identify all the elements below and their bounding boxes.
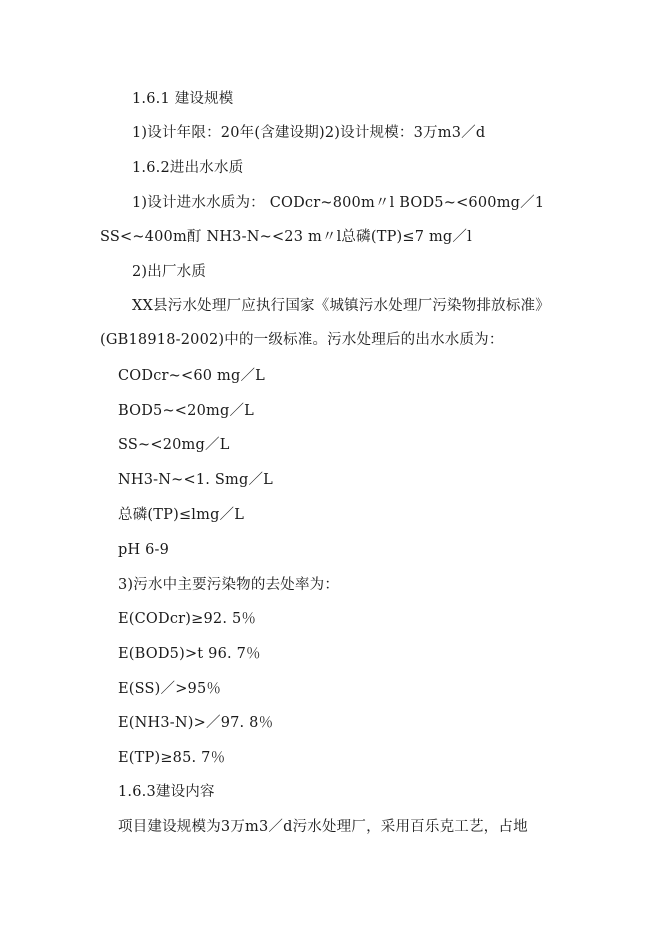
section-heading-1-6-2: 1.6.2进出水水质	[132, 160, 244, 176]
section-heading-1-6-1: 1.6.1 建设规模	[132, 91, 234, 107]
influent-quality-line-2: SS<~400m酊 NH3-N~<23 m〃l总磷(TP)≤7 mg／l	[100, 229, 472, 245]
effluent-quality-heading: 2)出厂水质	[132, 264, 207, 280]
section-heading-1-6-3: 1.6.3建设内容	[118, 784, 215, 800]
effluent-codcr: CODcr~<60 mg／L	[118, 368, 265, 384]
removal-nh3-n: E(NH3-N)>／97. 8％	[118, 715, 274, 731]
construction-content-paragraph: 项目建设规模为3万m3／d污水处理厂，采用百乐克工艺，占地	[118, 819, 528, 835]
standard-paragraph-line-1: XX县污水处理厂应执行国家《城镇污水处理厂污染物排放标准》	[132, 298, 550, 314]
removal-rate-heading: 3)污水中主要污染物的去处率为：	[118, 577, 340, 593]
effluent-total-phosphorus: 总磷(TP)≤lmg／L	[118, 507, 245, 523]
design-years-and-scale: 1)设计年限：20年(含建设期)2)设计规模：3万m3／d	[132, 125, 486, 141]
removal-bod5: E(BOD5)>t 96. 7％	[118, 646, 261, 662]
effluent-nh3-n: NH3-N~<1. Smg／L	[118, 472, 273, 488]
removal-codcr: E(CODcr)≥92. 5％	[118, 611, 257, 627]
removal-ss: E(SS)／>95％	[118, 681, 222, 697]
removal-tp: E(TP)≥85. 7％	[118, 750, 226, 766]
standard-paragraph-line-2: (GB18918-2002)中的一级标准。污水处理后的出水水质为：	[100, 332, 504, 348]
effluent-ph: pH 6-9	[118, 542, 170, 558]
effluent-bod5: BOD5~<20mg／L	[118, 403, 254, 419]
influent-quality-line-1: 1)设计进水水质为： CODcr~800m〃l BOD5~<600mg／1	[132, 195, 545, 211]
effluent-ss: SS~<20mg／L	[118, 437, 230, 453]
